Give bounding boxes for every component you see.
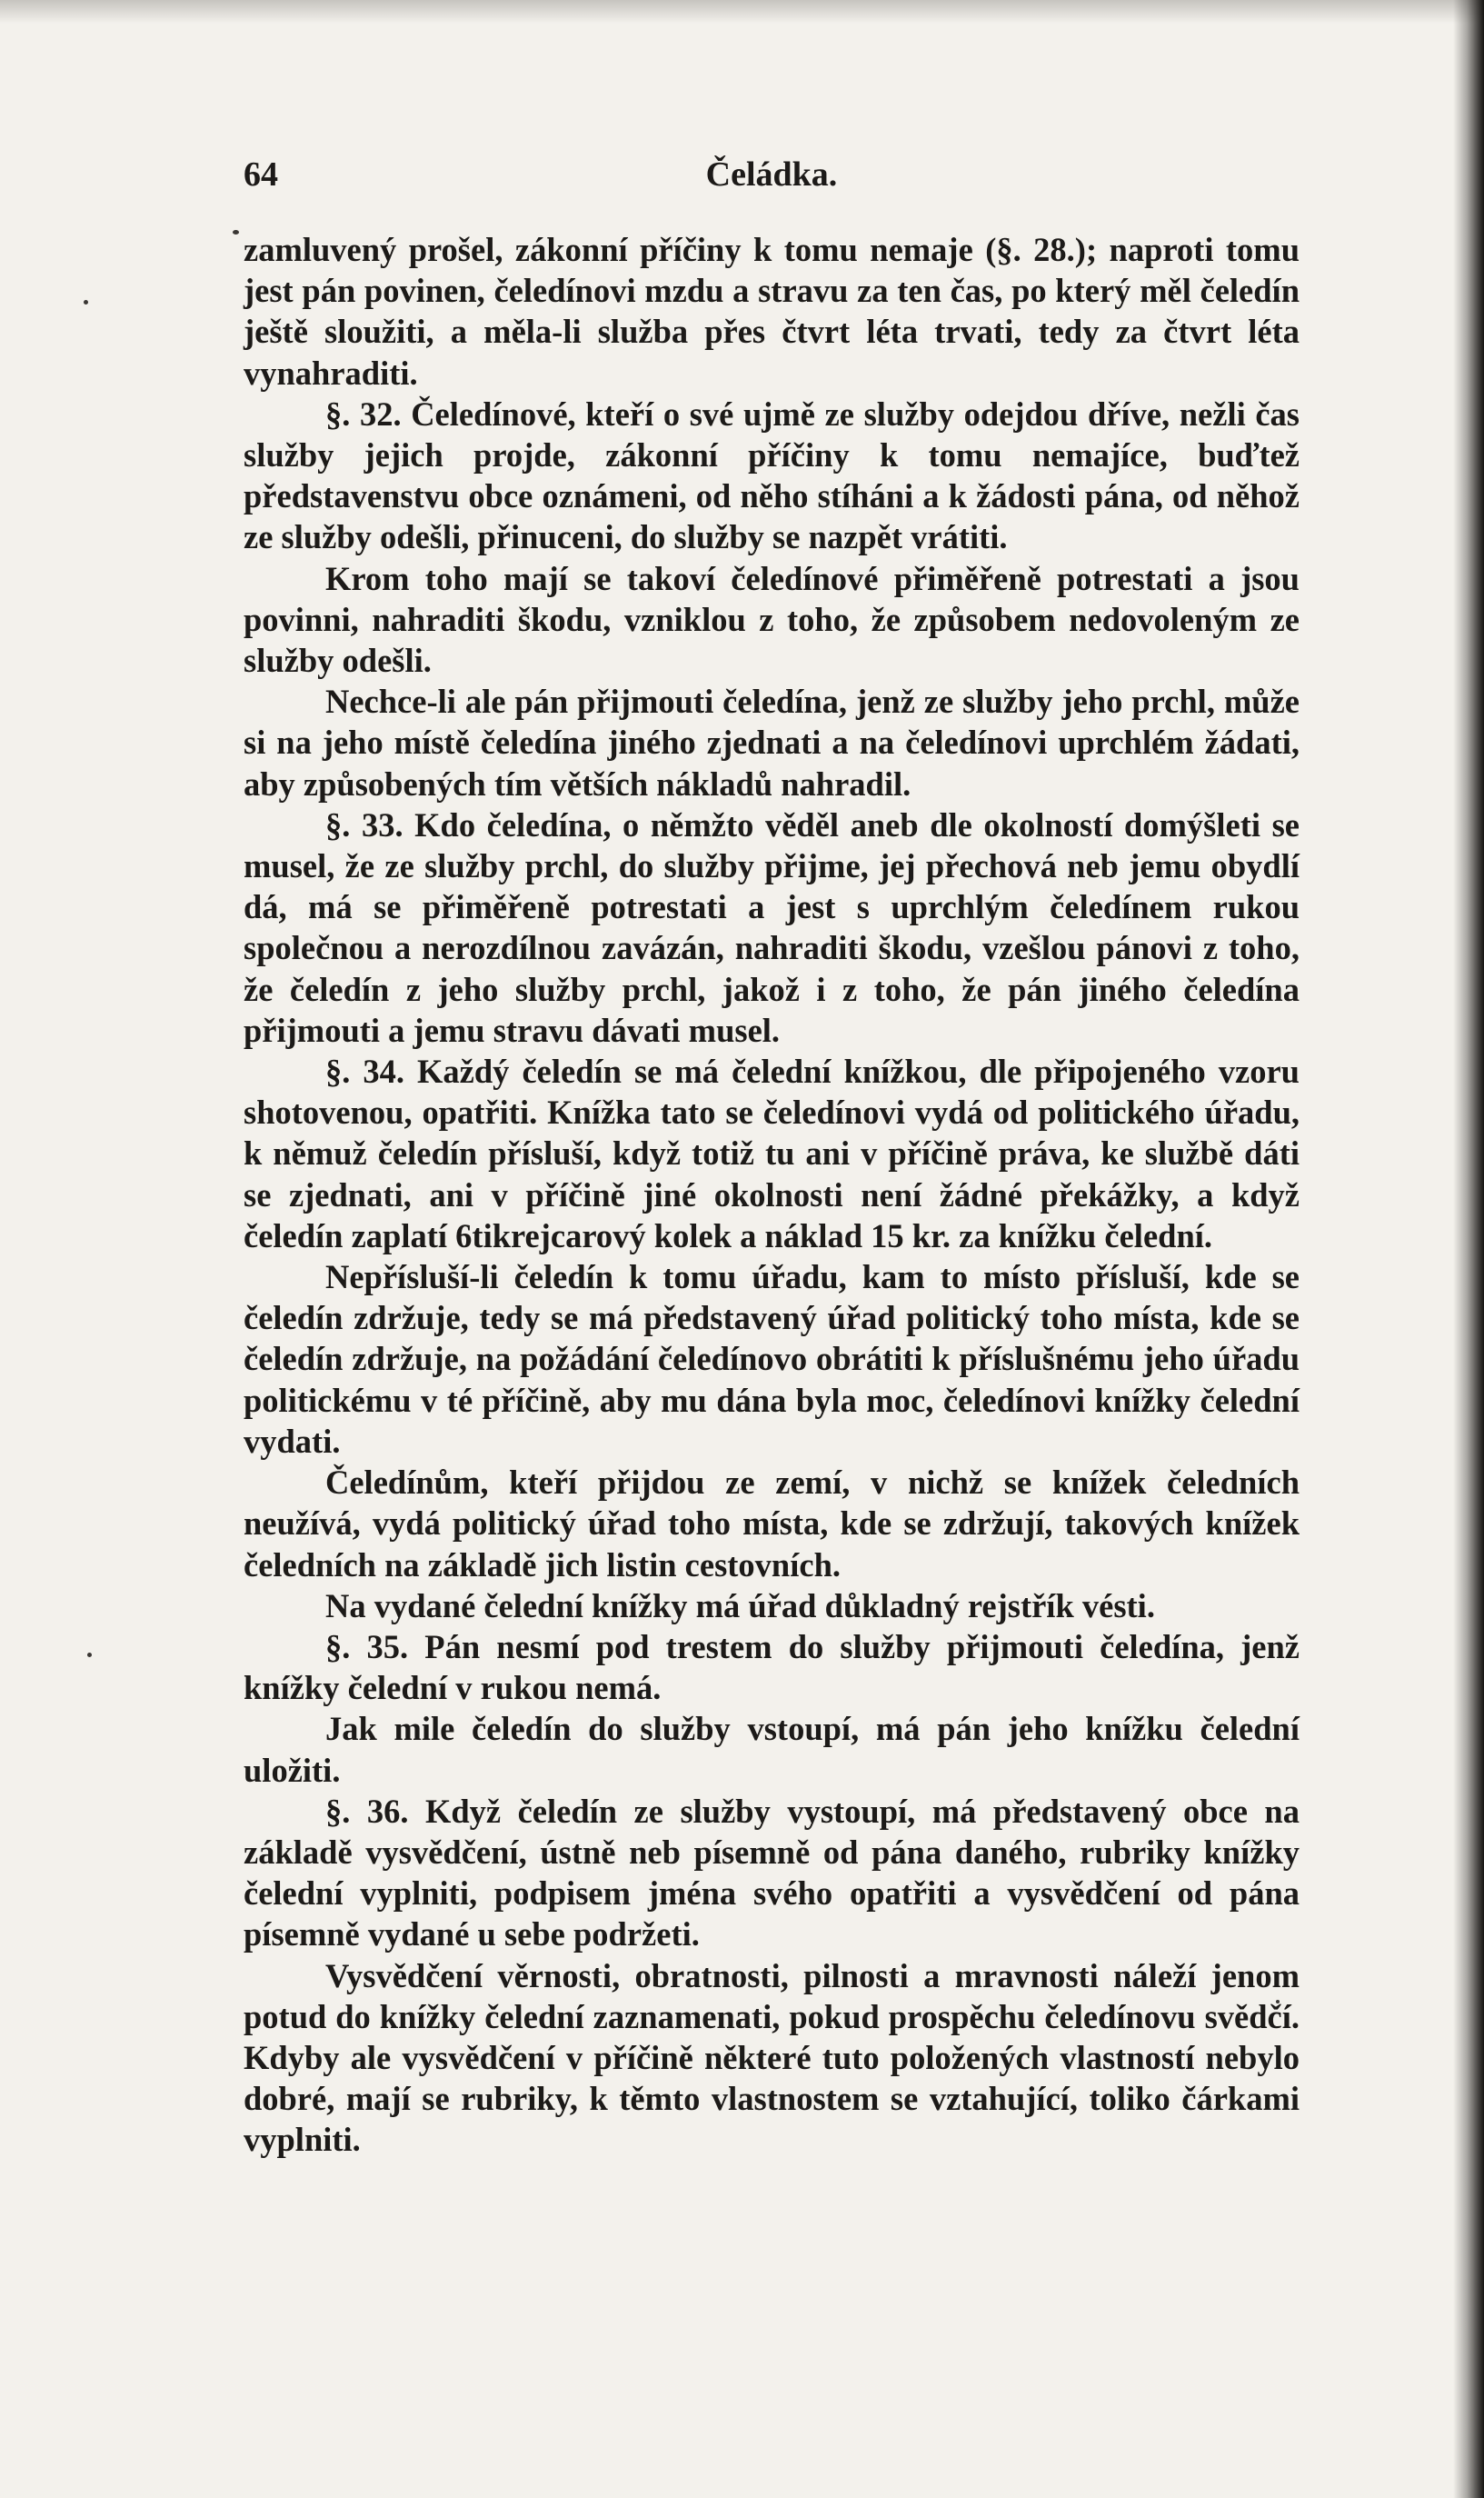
page-header bbox=[244, 155, 1300, 209]
paragraph: Jak mile čeledín do služby vstoupí, má pán jeho knížku čelední uložiti. bbox=[244, 1710, 1300, 1789]
paragraph-section-33: §. 33. Kdo čeledína, o němžto věděl aneb dle okolností domýšleti se musel, že ze služby prchl, do služby přijme, jej přechová neb jemu obydlí dá, má se přiměřeně potrestati a jest s uprchlým čeledínem rukou společnou a nerozdílnou zavázán, nahraditi škodu, vzešlou pánovi z toho, že čeledín z jeho služby prchl, jakož i z toho, že pán jiného čeledína přijmouti a jemu stravu dávati musel. bbox=[244, 805, 1300, 1049]
body-text bbox=[244, 229, 1300, 2161]
page-top-shadow bbox=[0, 0, 1484, 24]
print-speck bbox=[84, 300, 88, 305]
paragraph: Na vydané čelední knížky má úřad důkladný rejstřík vésti. bbox=[325, 1586, 1155, 1624]
running-title: Čeládka. bbox=[705, 155, 838, 194]
paragraph: Nechce-li ale pán přijmouti čeledína, jenž ze služby jeho prchl, může si na jeho místě čeledína jiného zjednati a na čeledínovi uprchlém žádati, aby způsobených tím větších nákladů nahradil. bbox=[244, 683, 1300, 803]
paragraph-section-35: §. 35. Pán nesmí pod trestem do služby přijmouti čeledína, jenž knížky čelední v rukou nemá. bbox=[244, 1627, 1300, 1707]
paragraph-section-36: §. 36. Když čeledín ze služby vystoupí, má představený obce na základě vysvědčení, ústně neb písemně od pána daného, rubriky knížky čelední vyplniti, podpisem jména svého opatřiti a vysvědčení od pána písemně vydané u sebe podržeti. bbox=[244, 1792, 1300, 1953]
paragraph: Nepřísluší-li čeledín k tomu úřadu, kam to místo přísluší, kde se čeledín zdržuje, tedy se má představený úřad politický toho místa, kde se čeledín zdržuje, na požádání čeledínovo obrátiti k příslušnému jeho úřadu politickému v té příčině, aby mu dána byla moc, čeledínovi knížky čelední vydati. bbox=[244, 1258, 1300, 1460]
paragraph: Krom toho mají se takoví čeledínové přiměřeně potrestati a jsou povinni, nahraditi škodu, vzniklou z toho, že způsobem nedovoleným ze služby odešli. bbox=[244, 559, 1300, 680]
print-speck bbox=[233, 230, 239, 235]
page-body bbox=[244, 155, 1300, 2161]
print-speck bbox=[87, 1653, 92, 1657]
page-number: 64 bbox=[244, 155, 278, 194]
paragraph: Vysvědčení věrnosti, obratnosti, pilnosti a mravnosti náleží jenom potud do knížky čelední zaznamenati, pokud prospěchu čeledínovu svědčí. Kdyby ale vysvědčení v příčině některé tuto položených vlastností nebylo dobré, mají se rubriky, k těmto vlastnostem se vztahující, toliko čárkami vyplniti. bbox=[244, 1956, 1300, 2159]
page-edge-shadow bbox=[1453, 0, 1484, 2498]
paragraph-continuation: zamluvený prošel, zákonní příčiny k tomu nemaje (§. 28.); naproti tomu jest pán povinen, čeledínovi mzdu a stravu za ten čas, po který měl čeledín ještě sloužiti, a měla-li služba přes čtvrt léta trvati, tedy za čtvrt léta vynahraditi. bbox=[244, 231, 1300, 392]
paragraph-section-34: §. 34. Každý čeledín se má čelední knížkou, dle připojeného vzoru shotovenou, opatřiti. Knížka tato se čeledínovi vydá od politického úřadu, k němuž čeledín přísluší, když totiž tu ani v příčině práva, ke službě dáti se zjednati, ani v příčině jiné okolnosti není žádné překážky, a když čeledín zaplatí 6tikrejcarový kolek a náklad 15 kr. za knížku čelední. bbox=[244, 1053, 1300, 1254]
paragraph: Čeledínům, kteří přijdou ze zemí, v nichž se knížek čeledních neužívá, vydá politický úřad toho místa, kde se zdržují, takových knížek čeledních na základě jich listin cestovních. bbox=[244, 1464, 1300, 1584]
paragraph-section-32: §. 32. Čeledínové, kteří o své ujmě ze služby odejdou dříve, nežli čas služby jejich projde, zákonní příčiny k tomu nemajíce, buďtež představenstvu obce oznámeni, od něho stíháni a k žádosti pána, od něhož ze služby odešli, přinuceni, do služby se nazpět vrátiti. bbox=[244, 395, 1300, 556]
